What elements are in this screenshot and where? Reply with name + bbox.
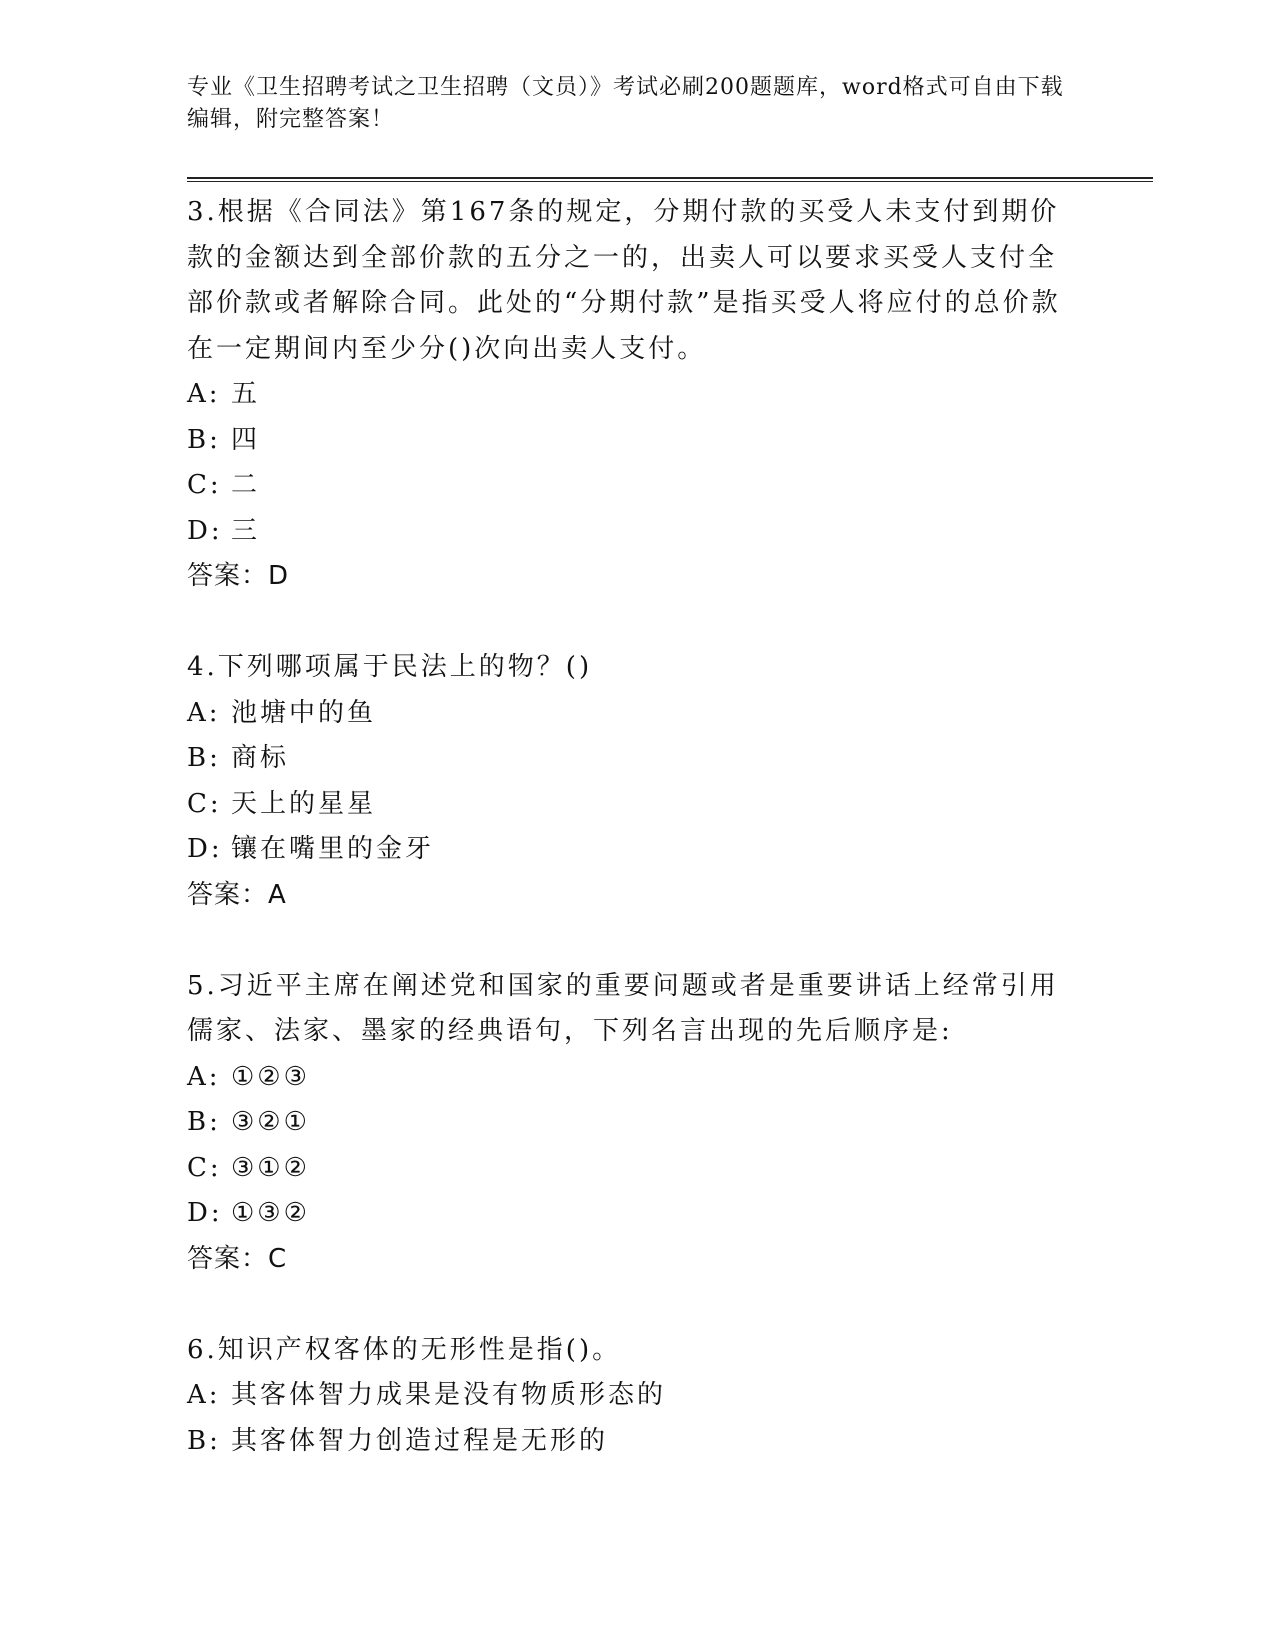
option-label: A:: [187, 1061, 221, 1092]
option-text: ①②③: [231, 1061, 310, 1092]
option-label: A:: [187, 379, 221, 409]
option-text: ③②①: [231, 1107, 310, 1137]
option-text: 池塘中的鱼: [231, 697, 377, 728]
header-divider-thick: [187, 177, 1153, 179]
question-list: [187, 190, 1067, 1464]
question-spacer: [187, 600, 1067, 646]
option-text: ①③②: [231, 1198, 310, 1228]
option-d: [187, 1191, 1067, 1237]
option-text: 天上的星星: [231, 788, 377, 819]
option-label: B:: [187, 424, 221, 455]
option-text: 四: [231, 424, 261, 455]
option-text: 二: [231, 470, 261, 500]
option-d: [187, 509, 1067, 555]
question-item: [187, 190, 1067, 600]
option-d: [187, 827, 1067, 873]
option-label: D:: [187, 515, 223, 546]
question-stem: 3.根据《合同法》第167条的规定，分期付款的买受人未支付到期价款的金额达到全部价款的五分之一的，出卖人可以要求买受人支付全部价款或者解除合同。此处的“分期付款”是指买受人将应付的总价款在一定期间内至少分()次向出卖人支付。: [187, 197, 1061, 364]
question-item: [187, 1328, 1067, 1465]
option-label: A:: [187, 1380, 221, 1410]
option-label: D:: [187, 834, 223, 864]
option-b: [187, 1419, 1067, 1465]
question-spacer: [187, 1282, 1067, 1328]
question-stem: 4.下列哪项属于民法上的物？(): [187, 652, 593, 682]
answer-line: 答案：C: [187, 1243, 288, 1274]
option-a: [187, 691, 1067, 737]
option-a: [187, 1373, 1067, 1419]
option-text: 五: [231, 379, 261, 409]
option-text: 三: [231, 515, 261, 546]
question-stem: 5.习近平主席在阐述党和国家的重要问题或者是重要讲话上经常引用儒家、法家、墨家的经典语句，下列名言出现的先后顺序是:: [187, 970, 1059, 1046]
question-item: [187, 964, 1067, 1283]
option-c: [187, 1146, 1067, 1192]
option-text: ③①②: [231, 1152, 310, 1183]
question-item: [187, 645, 1067, 918]
option-a: [187, 372, 1067, 418]
option-text: 其客体智力创造过程是无形的: [231, 1425, 609, 1456]
option-label: C:: [187, 470, 222, 500]
option-c: [187, 463, 1067, 509]
option-label: C:: [187, 1152, 222, 1183]
option-text: 商标: [231, 743, 290, 773]
option-c: [187, 782, 1067, 828]
option-label: C:: [187, 788, 222, 819]
header-divider-thin: [187, 181, 1153, 182]
document-header: 专业《卫生招聘考试之卫生招聘（文员）》考试必刷200题题库，word格式可自由下载编辑，附完整答案！: [187, 75, 1064, 132]
option-a: [187, 1055, 1067, 1101]
question-stem: 6.知识产权客体的无形性是指()。: [187, 1334, 622, 1365]
option-text: 其客体智力成果是没有物质形态的: [231, 1380, 667, 1410]
option-label: B:: [187, 1107, 221, 1137]
option-b: [187, 1100, 1067, 1146]
option-label: B:: [187, 1425, 221, 1456]
option-label: B:: [187, 743, 221, 773]
answer-line: 答案：A: [187, 879, 287, 910]
option-text: 镶在嘴里的金牙: [231, 834, 435, 864]
option-label: D:: [187, 1198, 223, 1228]
question-spacer: [187, 918, 1067, 964]
answer-line: 答案：D: [187, 561, 290, 591]
option-b: [187, 418, 1067, 464]
option-b: [187, 736, 1067, 782]
option-label: A:: [187, 697, 221, 728]
